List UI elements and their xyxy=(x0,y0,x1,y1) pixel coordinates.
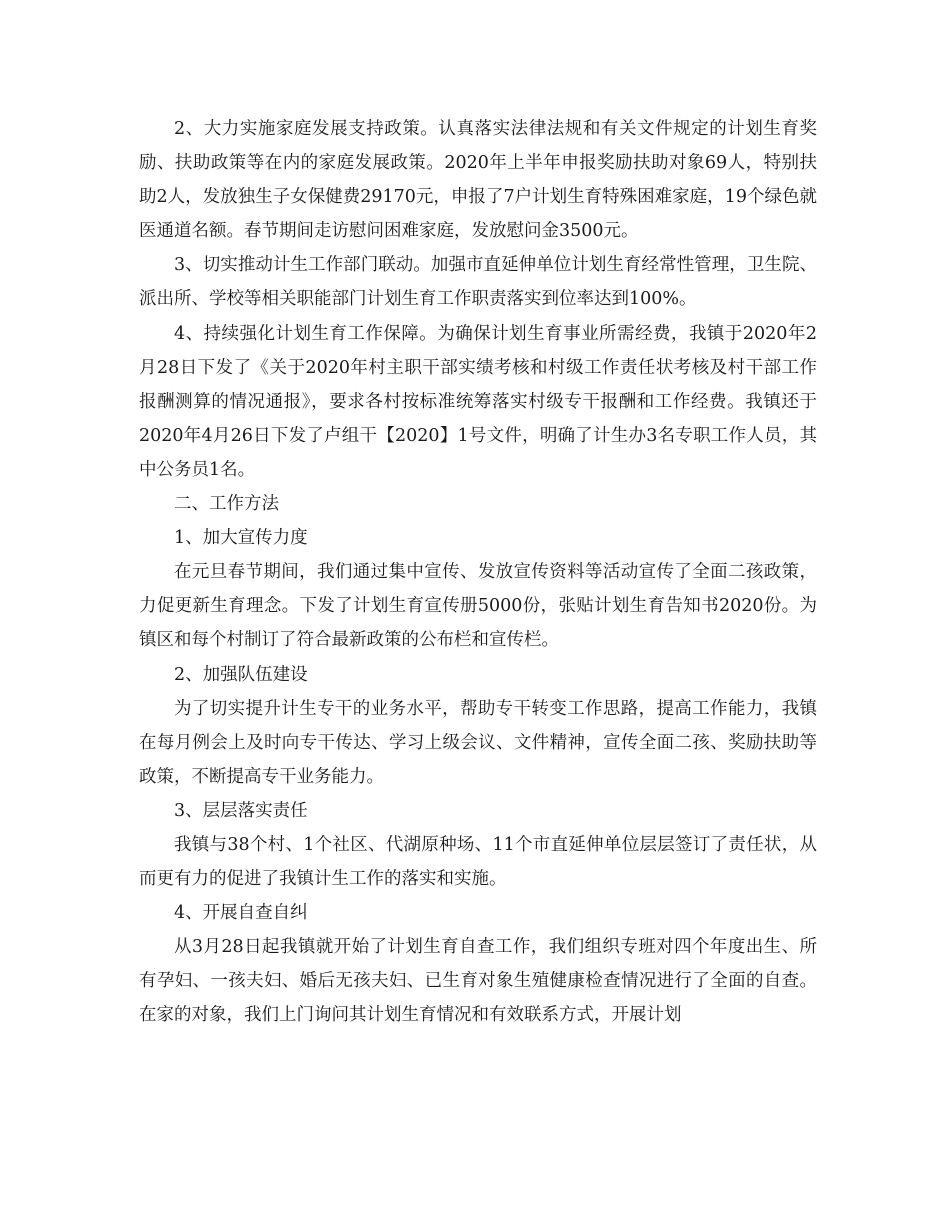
subheading-self-inspection: 4、开展自查自纠 xyxy=(174,903,308,924)
subheading-publicity: 1、加大宣传力度 xyxy=(174,528,308,549)
paragraph-family-policy: 2、大力实施家庭发展支持政策。认真落实法律法规和有关文件规定的计划生育奖励、扶助政策等在内的家庭发展政策。2020年上半年申报奖励扶助对象69人，特别扶助2人，发放独生子女保健费29170元，申报了7户计划生育特殊困难家庭，19个绿色就医通道名额。春节期间走访慰问困难家庭，发放慰问金3500元。 xyxy=(139,119,817,242)
paragraph-team-building: 为了切实提升计生专干的业务水平，帮助专干转变工作思路，提高工作能力，我镇在每月例会上及时向专干传达、学习上级会议、文件精神，宣传全面二孩、奖励扶助等政策，不断提高专干业务能力。 xyxy=(139,698,817,787)
paragraph-self-inspection: 从3月28日起我镇就开始了计划生育自查工作，我们组织专班对四个年度出生、所有孕妇、一孩夫妇、婚后无孩夫妇、已生育对象生殖健康检查情况进行了全面的自查。在家的对象，我们上门询问其计划生育情况和有效联系方式，开展计划 xyxy=(139,937,817,1026)
document-body xyxy=(139,112,817,1033)
section-heading-work-methods: 二、工作方法 xyxy=(174,494,279,515)
subheading-responsibility: 3、层层落实责任 xyxy=(174,800,308,821)
paragraph-department-linkage: 3、切实推动计生工作部门联动。加强市直延伸单位计划生育经常性管理，卫生院、派出所、学校等相关职能部门计划生育工作职责落实到位率达到100%。 xyxy=(139,255,817,310)
paragraph-work-guarantee: 4、持续强化计划生育工作保障。为确保计划生育事业所需经费，我镇于2020年2月28日下发了《关于2020年村主职干部实绩考核和村级工作责任状考核及村干部工作报酬测算的情况通报》，要求各村按标准统筹落实村级专干报酬和工作经费。我镇还于2020年4月26日下发了卢组干【2020】1号文件，明确了计生办3名专职工作人员，其中公务员1名。 xyxy=(139,323,817,480)
subheading-team-building: 2、加强队伍建设 xyxy=(174,664,308,685)
paragraph-responsibility: 我镇与38个村、1个社区、代湖原种场、11个市直延伸单位层层签订了责任状，从而更有力的促进了我镇计生工作的落实和实施。 xyxy=(139,834,817,890)
paragraph-publicity: 在元旦春节期间，我们通过集中宣传、发放宣传资料等活动宣传了全面二孩政策，力促更新生育理念。下发了计划生育宣传册5000份，张贴计划生育告知书2020份。为镇区和每个村制订了符合最新政策的公布栏和宣传栏。 xyxy=(139,562,817,651)
